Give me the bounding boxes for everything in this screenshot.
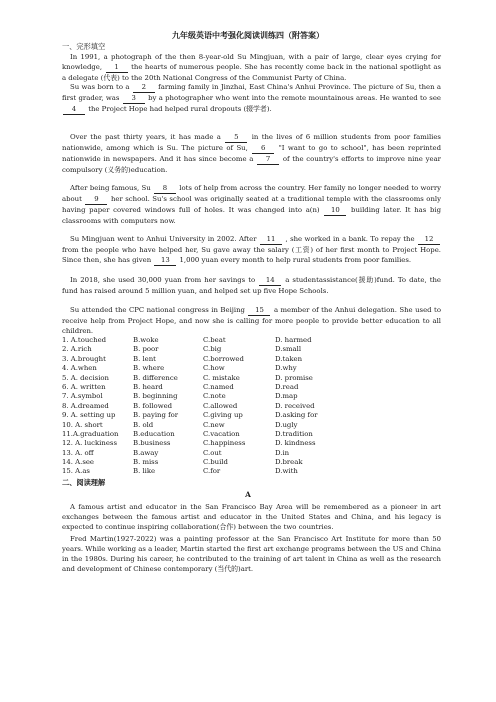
option: 3. A.brought: [62, 354, 106, 363]
option-row: [62, 421, 441, 430]
option: 5. A. decision: [62, 373, 109, 382]
blank-11: 11: [260, 234, 282, 245]
blank-3: 3: [123, 93, 145, 104]
text: 1,000 yuan every month to help rural students from poor families.: [179, 256, 412, 264]
option: 4. A.when: [62, 364, 97, 373]
blank-7: 7: [257, 154, 279, 165]
paragraph-4: [62, 183, 441, 226]
option-row: [62, 345, 441, 354]
text: by a photographer who went into the remote mountainous areas. He wanted to see: [148, 94, 441, 102]
text: the hearts of numerous people. She has recently come back in the national spotlight as a delegate (代表) to the 20th National Congress of the Communist Party of China.: [62, 63, 441, 82]
option: B. paying for: [133, 411, 179, 420]
option: B.woke: [133, 336, 159, 344]
option: 1. A.touched: [62, 336, 107, 344]
option-row: [62, 439, 441, 448]
paragraph-6: [62, 275, 441, 296]
text: her school. Su's school was originally seated at a traditional temple with the classrooms only having paper covered windows full of holes. It was changed into a(n): [62, 195, 441, 214]
blank-2: 2: [133, 82, 155, 93]
option: C.big: [203, 345, 222, 354]
option: B. old: [133, 420, 154, 429]
text: lots of help from across the country. Her family no longer needed to worry about: [62, 184, 442, 203]
option: 10. A. short: [62, 420, 103, 429]
blank-13: 13: [154, 255, 176, 266]
option: 2. A.rich: [62, 345, 92, 354]
options-table: [62, 336, 441, 477]
option: C.out: [203, 448, 222, 457]
option-row: [62, 411, 441, 420]
option: C.vacation: [203, 429, 240, 438]
option: 8. A.dreamed: [62, 401, 109, 410]
paragraph-a1: [62, 502, 441, 532]
option: B. lent: [133, 354, 156, 363]
option: C.build: [203, 458, 228, 467]
paragraph-5: [62, 234, 441, 266]
text: building later. It has big classrooms with computers now.: [62, 206, 441, 225]
text: A famous artist and educator in the San Francisco Bay Area will be remembered as a pioneer in art exchanges between the famous artist and educator in the United States and China, and his legacy is expected to continue inspiring collaboration(合作) between the two countries.: [62, 503, 441, 531]
option-row: [62, 383, 441, 392]
option: C.how: [203, 364, 225, 373]
option: B. poor: [133, 345, 159, 354]
option-row: [62, 430, 441, 439]
option: 15. A.as: [62, 467, 90, 476]
blank-9: 9: [85, 194, 107, 205]
blank-6: 6: [252, 143, 274, 154]
passage-letter: A: [245, 490, 251, 499]
paragraph-a2: [62, 534, 441, 574]
text: a studentassistance(援助)fund. To date, the fund has raised around 5 million yuan, and helped set up five Hope Schools.: [62, 276, 441, 295]
text: In 2018, she used 30,000 yuan from her savings to: [70, 276, 256, 284]
option: B. followed: [133, 401, 173, 410]
option: D.small: [275, 345, 302, 354]
option-row: [62, 355, 441, 364]
option: B. difference: [133, 373, 178, 382]
option: B. heard: [133, 382, 163, 391]
blank-8: 8: [154, 183, 176, 194]
blank-12: 12: [418, 234, 440, 245]
text: After being famous, Su: [70, 184, 151, 192]
text: Su Mingjuan went to Anhui University in 2002. After: [70, 235, 257, 243]
option-row: [62, 392, 441, 401]
text: Su attended the CPC national congress in Beijing: [70, 306, 245, 314]
option: D. promise: [275, 373, 313, 382]
option: 6. A. written: [62, 382, 106, 391]
paragraph-1: [62, 52, 441, 83]
option: 7. A.symbol: [62, 392, 103, 401]
text: the Project Hope had helped rural dropouts (辍学者).: [88, 105, 272, 113]
option: D.ugly: [275, 420, 298, 429]
option: B. beginning: [133, 392, 178, 401]
paragraph-7: [62, 305, 441, 336]
option: B. like: [133, 467, 156, 476]
option: C.happiness: [203, 439, 246, 448]
option: D.read: [275, 382, 299, 391]
option: 14. A.see: [62, 458, 95, 467]
option: D.map: [275, 392, 298, 401]
option: 11.A.graduation: [62, 429, 119, 438]
option: D.asking for: [275, 411, 318, 420]
blank-1: 1: [106, 62, 128, 73]
option: D.why: [275, 364, 297, 373]
paragraph-3: [62, 132, 441, 175]
paragraph-2: [62, 82, 441, 115]
option-row: [62, 374, 441, 383]
option: B.business: [133, 439, 171, 448]
option: 9. A. setting up: [62, 411, 116, 420]
option: C.for: [203, 467, 221, 476]
option: D.taken: [275, 354, 303, 363]
blank-4: 4: [63, 104, 85, 115]
option: 12. A. luckiness: [62, 439, 117, 448]
option: D.in: [275, 448, 290, 457]
page-title: 九年级英语中考强化阅读训练四（附答案）: [172, 30, 324, 40]
option: C.new: [203, 420, 225, 429]
option: D.with: [275, 467, 298, 476]
text: of the country's efforts to improve nine year compulsory (义务的)education.: [62, 155, 441, 174]
blank-15: 15: [248, 305, 270, 316]
text: Over the past thirty years, it has made a: [70, 133, 221, 141]
option-row: [62, 449, 441, 458]
text: In 1991, a photograph of the then 8-year-old Su Mingjuan, with a pair of large, clear eyes crying for knowledge,: [62, 53, 441, 71]
text: from the people who have helped her, Su gave away the salary (工资) of her first month to Project Hope. Since then, she has given: [62, 246, 441, 264]
option: C.giving up: [203, 411, 243, 420]
text: "I want to go to school", has been reprinted nationwide in newspapers. And it has since become a: [62, 144, 441, 163]
option: C. mistake: [203, 373, 240, 382]
option: B. miss: [133, 458, 159, 467]
option-row: [62, 336, 441, 345]
option: D. received: [275, 401, 315, 410]
option-row: [62, 364, 441, 373]
text: , she worked in a bank. To repay the: [285, 235, 415, 243]
option: B.away: [133, 448, 159, 457]
text: Su was born to a: [70, 83, 130, 91]
option-row: [62, 467, 441, 476]
blank-5: 5: [225, 132, 247, 143]
text: in the lives of 6 million students from poor families nationwide, among which is Su. The picture of Su,: [62, 133, 441, 152]
option: D. harmed: [275, 336, 312, 344]
option: C.beat: [203, 336, 226, 344]
text: Fred Martin(1927-2022) was a painting professor at the San Francisco Art Institute for more than 50 years. While working as a leader, Martin started the first art exchange programs between the US and China in the 1980s. During his career, he contributed to the training of art talent in China as well as the research and development of Chinese contemporary (当代的)art.: [62, 535, 441, 573]
option: B. where: [133, 364, 165, 373]
option: C.named: [203, 382, 234, 391]
option: C.note: [203, 392, 226, 401]
option: C.allowed: [203, 401, 238, 410]
text: farming family in Jinzhai, East China's Anhui Province. The picture of Su, then a first grader, was: [62, 83, 441, 102]
option: D. kindness: [275, 439, 316, 448]
option: B.education: [133, 429, 175, 438]
option: D.break: [275, 458, 303, 467]
option: C.borrowed: [203, 354, 244, 363]
option: 13. A. off: [62, 448, 94, 457]
blank-10: 10: [324, 205, 346, 216]
section-heading-cloze: 一、完形填空: [62, 42, 106, 51]
option-row: [62, 458, 441, 467]
section-heading-reading: 二、阅读理解: [62, 478, 106, 487]
option: D.tradition: [275, 429, 313, 438]
option-row: [62, 402, 441, 411]
text: a member of the Anhui delegation. She used to receive help from Project Hope, and now she is calling for more people to provide better education to all children.: [62, 306, 441, 335]
blank-14: 14: [259, 275, 281, 286]
